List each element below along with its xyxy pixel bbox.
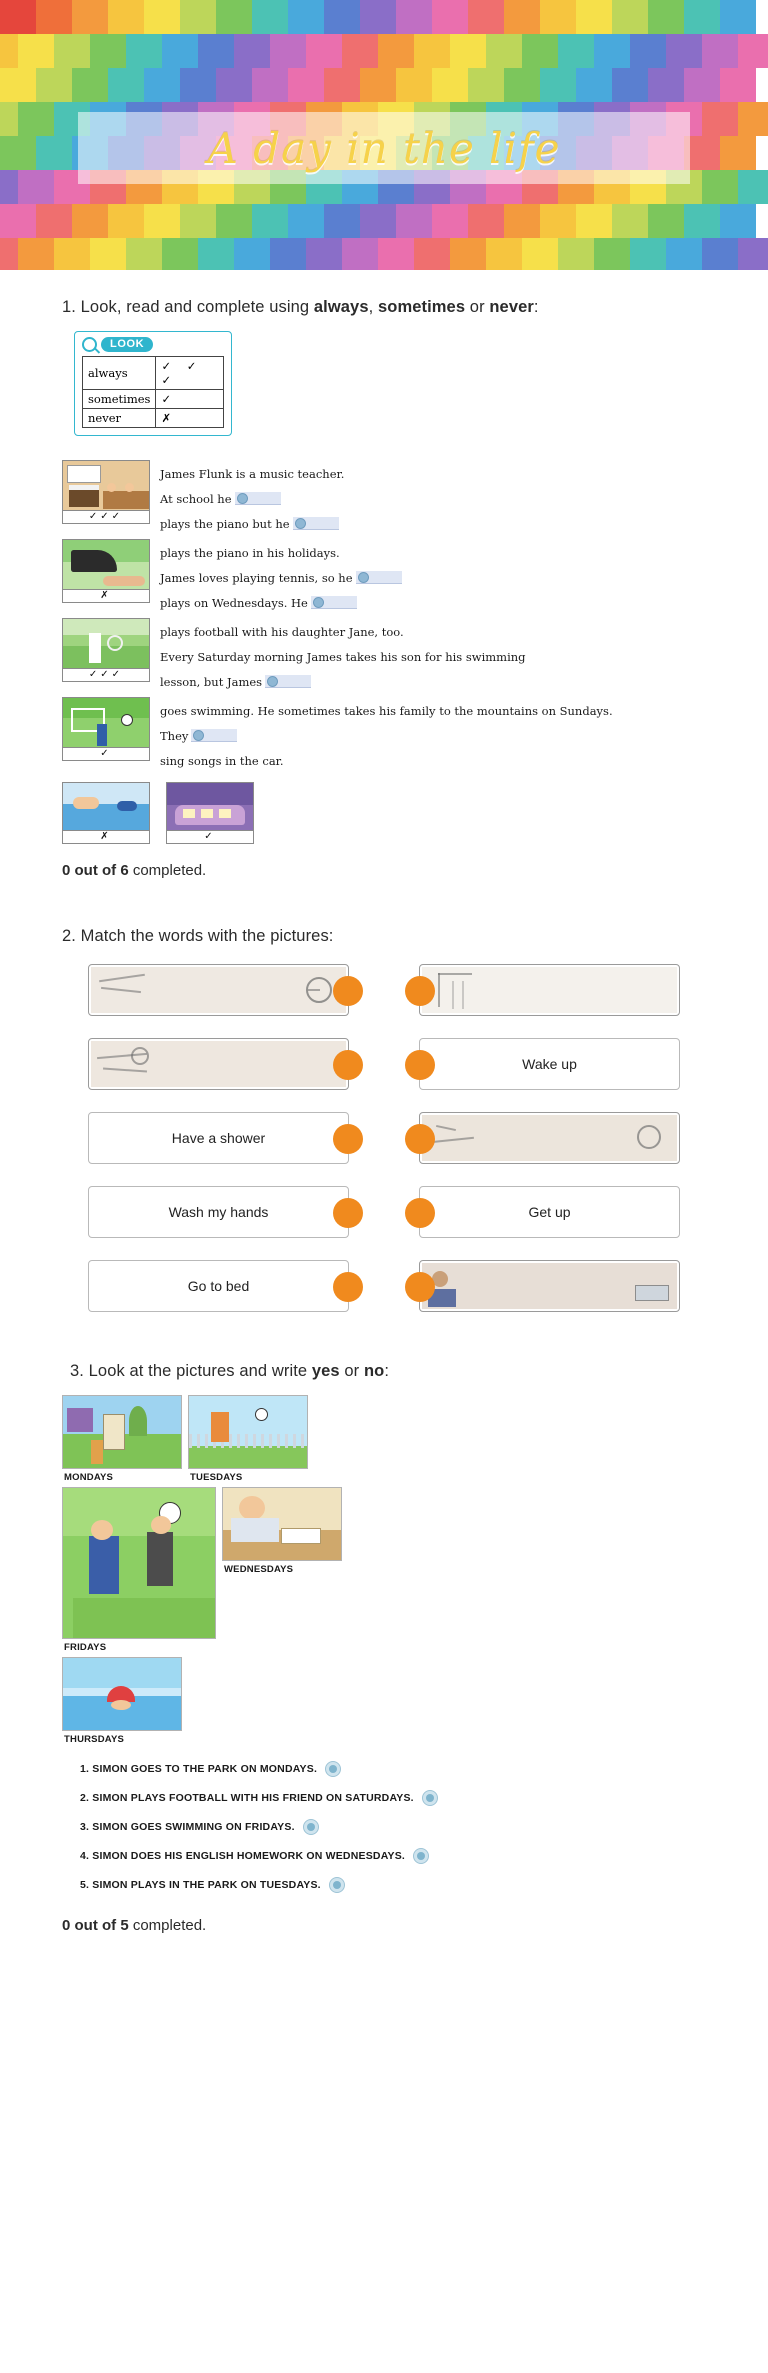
- match-right-item-3[interactable]: [419, 1112, 680, 1164]
- zigzag-band-3: [0, 68, 768, 102]
- look-badge: [82, 337, 224, 352]
- zigzag-band-8: [0, 238, 768, 270]
- alarm-clock-picture: [91, 967, 346, 1013]
- look-badge-label: LOOK: [101, 337, 153, 352]
- waking-with-clock-picture: [422, 1115, 677, 1161]
- q1-title-suffix: :: [533, 298, 539, 316]
- reading-line: [160, 512, 344, 537]
- blank-dot: [193, 730, 204, 741]
- picture-cell-thursdays: [62, 1657, 182, 1745]
- page-title: A day in the life: [207, 123, 561, 173]
- reading-line: [160, 591, 405, 616]
- statement-text-1: 1. SIMON GOES TO THE PARK ON MONDAYS.: [80, 1763, 318, 1775]
- reading-sentence: plays the piano but he: [160, 517, 290, 531]
- q1-title-sep1: ,: [368, 298, 378, 316]
- match-knob-right-3[interactable]: [405, 1124, 435, 1154]
- question-3-progress: [62, 1917, 706, 1934]
- match-left-label-5: Go to bed: [187, 1278, 250, 1294]
- q3-title-sep: or: [339, 1362, 364, 1380]
- statement-row-2: [80, 1790, 706, 1806]
- q1-keyword-never: never: [489, 298, 534, 316]
- look-word: never: [83, 409, 156, 428]
- reading-line: [160, 462, 344, 487]
- match-knob-right-2[interactable]: [405, 1050, 435, 1080]
- blank-dot: [313, 597, 324, 608]
- match-left-label-3: Have a shower: [171, 1130, 266, 1146]
- playing-football-picture: [62, 1487, 216, 1639]
- reading-sentence: Every Saturday morning James takes his son for his swimming: [160, 650, 526, 664]
- mark-label: ✗: [63, 589, 149, 602]
- look-marks: ✓ ✓ ✓: [156, 357, 224, 390]
- reading-text-block-1: [160, 460, 344, 537]
- look-table-row: [83, 409, 224, 428]
- yes-no-input-2[interactable]: [422, 1790, 438, 1806]
- yes-no-input-3[interactable]: [303, 1819, 319, 1835]
- picture-label-wednesdays: WEDNESDAYS: [224, 1564, 294, 1575]
- question-3: [62, 1362, 706, 1934]
- look-marks: ✗: [156, 409, 224, 428]
- answer-blank-6[interactable]: [191, 729, 237, 742]
- reading-row: [62, 618, 706, 695]
- reading-row: [62, 460, 706, 537]
- match-right-label-4: Get up: [528, 1204, 571, 1220]
- park-gate-picture: [62, 1395, 182, 1469]
- zigzag-band-1: [0, 0, 768, 34]
- reading-sentence: At school he: [160, 492, 232, 506]
- question-1-progress: [62, 862, 706, 879]
- reading-sentence: plays the piano in his holidays.: [160, 546, 340, 560]
- reading-line: [160, 749, 613, 774]
- statement-text-4: 4. SIMON DOES HIS ENGLISH HOMEWORK ON WEDNESDAYS.: [80, 1850, 406, 1862]
- mark-label: ✓✓✓: [63, 510, 149, 523]
- question-1-body: [62, 460, 706, 879]
- statement-row-1: [80, 1761, 706, 1777]
- match-knob-left-2[interactable]: [333, 1050, 363, 1080]
- reading-sentence: lesson, but James: [160, 675, 263, 689]
- blank-dot: [267, 676, 278, 687]
- mark-label: ✓: [63, 747, 149, 760]
- statement-text-3: 3. SIMON GOES SWIMMING ON FRIDAYS.: [80, 1821, 295, 1833]
- answer-blank-5[interactable]: [265, 675, 311, 688]
- shower-picture: [422, 967, 677, 1013]
- look-table-row: [83, 357, 224, 390]
- matching-exercise: [62, 964, 706, 1312]
- match-knob-right-1[interactable]: [405, 976, 435, 1006]
- ball-over-fence-picture: [188, 1395, 308, 1469]
- reading-sentence: They: [160, 729, 189, 743]
- q1-progress-text: completed.: [128, 862, 207, 879]
- picture-cell-tuesdays: [188, 1395, 308, 1483]
- match-left-column: [88, 964, 349, 1312]
- question-3-title: [70, 1362, 706, 1381]
- statement-text-5: 5. SIMON PLAYS IN THE PARK ON TUESDAYS.: [80, 1879, 321, 1891]
- match-knob-left-3[interactable]: [333, 1124, 363, 1154]
- reading-sentence: sing songs in the car.: [160, 754, 284, 768]
- match-right-item-1[interactable]: [419, 964, 680, 1016]
- look-marks: ✓: [156, 390, 224, 409]
- family-car-picture: [166, 782, 254, 844]
- look-word: sometimes: [83, 390, 156, 409]
- match-left-item-2[interactable]: [88, 1038, 349, 1090]
- swimming-picture: [62, 1657, 182, 1731]
- reading-line: [160, 645, 526, 670]
- reading-line: [160, 699, 613, 724]
- mark-label: ✗: [63, 830, 149, 843]
- reading-sentence: goes swimming. He sometimes takes his family to the mountains on Sundays.: [160, 704, 613, 718]
- q3-title-prefix: 3. Look at the pictures and write: [70, 1362, 312, 1380]
- statement-row-3: [80, 1819, 706, 1835]
- reading-text-block-3: [160, 618, 526, 695]
- look-word: always: [83, 357, 156, 390]
- match-left-item-3[interactable]: [88, 1112, 349, 1164]
- reading-line: [160, 724, 613, 749]
- match-knob-left-1[interactable]: [333, 976, 363, 1006]
- piano-holiday-picture: [62, 539, 150, 603]
- picture-cell-wednesdays: [222, 1487, 342, 1653]
- reading-row: [62, 697, 706, 774]
- classroom-piano-picture: [62, 460, 150, 524]
- q3-keyword-no: no: [363, 1362, 385, 1380]
- q3-progress-text: completed.: [128, 1917, 207, 1934]
- yes-no-input-4[interactable]: [413, 1848, 429, 1864]
- stretching-in-bed-picture: [91, 1041, 346, 1087]
- blank-dot: [358, 572, 369, 583]
- blank-dot: [295, 518, 306, 529]
- homework-picture: [222, 1487, 342, 1561]
- answer-blank-4[interactable]: [311, 596, 357, 609]
- match-right-column: [419, 964, 680, 1312]
- swimming-pool-picture: [62, 782, 150, 844]
- reading-line: [160, 620, 526, 645]
- q3-progress-count: 0 out of 5: [62, 1917, 129, 1934]
- reading-sentence: plays football with his daughter Jane, too.: [160, 625, 404, 639]
- match-knob-right-4[interactable]: [405, 1198, 435, 1228]
- match-left-label-4: Wash my hands: [168, 1204, 269, 1220]
- picture-label-fridays: FRIDAYS: [64, 1642, 107, 1653]
- page-header: [0, 0, 768, 270]
- match-right-item-2[interactable]: [419, 1038, 680, 1090]
- reading-sentence: plays on Wednesdays. He: [160, 596, 308, 610]
- yes-no-input-1[interactable]: [325, 1761, 341, 1777]
- tennis-picture: [62, 618, 150, 682]
- look-table-row: [83, 390, 224, 409]
- q1-title-prefix: 1. Look, read and complete using: [62, 298, 314, 316]
- match-knob-right-5[interactable]: [405, 1272, 435, 1302]
- match-left-item-4[interactable]: [88, 1186, 349, 1238]
- match-right-item-5[interactable]: [419, 1260, 680, 1312]
- q1-progress-count: 0 out of 6: [62, 862, 129, 879]
- picture-cell-fridays: [62, 1487, 216, 1653]
- question-3-pictures: [62, 1395, 442, 1745]
- magnifier-icon: [82, 337, 97, 352]
- reading-row: [62, 539, 706, 616]
- match-knob-left-4[interactable]: [333, 1198, 363, 1228]
- football-picture: [62, 697, 150, 761]
- reading-line: [160, 566, 405, 591]
- look-box: [74, 331, 232, 436]
- q3-keyword-yes: yes: [311, 1362, 340, 1380]
- statement-row-5: [80, 1877, 706, 1893]
- zigzag-band-7: [0, 204, 768, 238]
- match-left-item-1[interactable]: [88, 964, 349, 1016]
- reading-line: [160, 670, 526, 695]
- match-left-item-5[interactable]: [88, 1260, 349, 1312]
- picture-label-tuesdays: TUESDAYS: [190, 1472, 243, 1483]
- q1-title-sep2: or: [465, 298, 490, 316]
- match-knob-left-5[interactable]: [333, 1272, 363, 1302]
- answer-blank-1[interactable]: [235, 492, 281, 505]
- blank-dot: [237, 493, 248, 504]
- q3-title-suffix: :: [384, 1362, 390, 1380]
- statement-text-2: 2. SIMON PLAYS FOOTBALL WITH HIS FRIEND ON SATURDAYS.: [80, 1792, 414, 1804]
- question-1-title: [62, 298, 706, 317]
- washing-hands-picture: [422, 1263, 677, 1309]
- reading-picture-pair: [62, 782, 706, 844]
- answer-blank-2[interactable]: [293, 517, 339, 530]
- answer-blank-3[interactable]: [356, 571, 402, 584]
- zigzag-band-2: [0, 34, 768, 68]
- reading-line: [160, 541, 405, 566]
- look-table: [82, 356, 224, 428]
- reading-sentence: James Flunk is a music teacher.: [160, 467, 345, 481]
- reading-line: [160, 487, 344, 512]
- question-3-statements: [80, 1761, 706, 1893]
- yes-no-input-5[interactable]: [329, 1877, 345, 1893]
- reading-sentence: James loves playing tennis, so he: [160, 571, 353, 585]
- mark-label: ✓✓✓: [63, 668, 149, 681]
- picture-cell-mondays: [62, 1395, 182, 1483]
- reading-text-block-2: [160, 539, 405, 616]
- q1-keyword-sometimes: sometimes: [378, 298, 466, 316]
- mark-label: ✓: [167, 830, 253, 843]
- title-banner: [78, 112, 690, 184]
- statement-row-4: [80, 1848, 706, 1864]
- question-2-title: 2. Match the words with the pictures:: [62, 927, 334, 945]
- reading-text-block-4: [160, 697, 613, 774]
- picture-label-thursdays: THURSDAYS: [64, 1734, 125, 1745]
- q1-keyword-always: always: [313, 298, 369, 316]
- picture-label-mondays: MONDAYS: [64, 1472, 114, 1483]
- match-right-item-4[interactable]: [419, 1186, 680, 1238]
- match-right-label-2: Wake up: [522, 1056, 577, 1072]
